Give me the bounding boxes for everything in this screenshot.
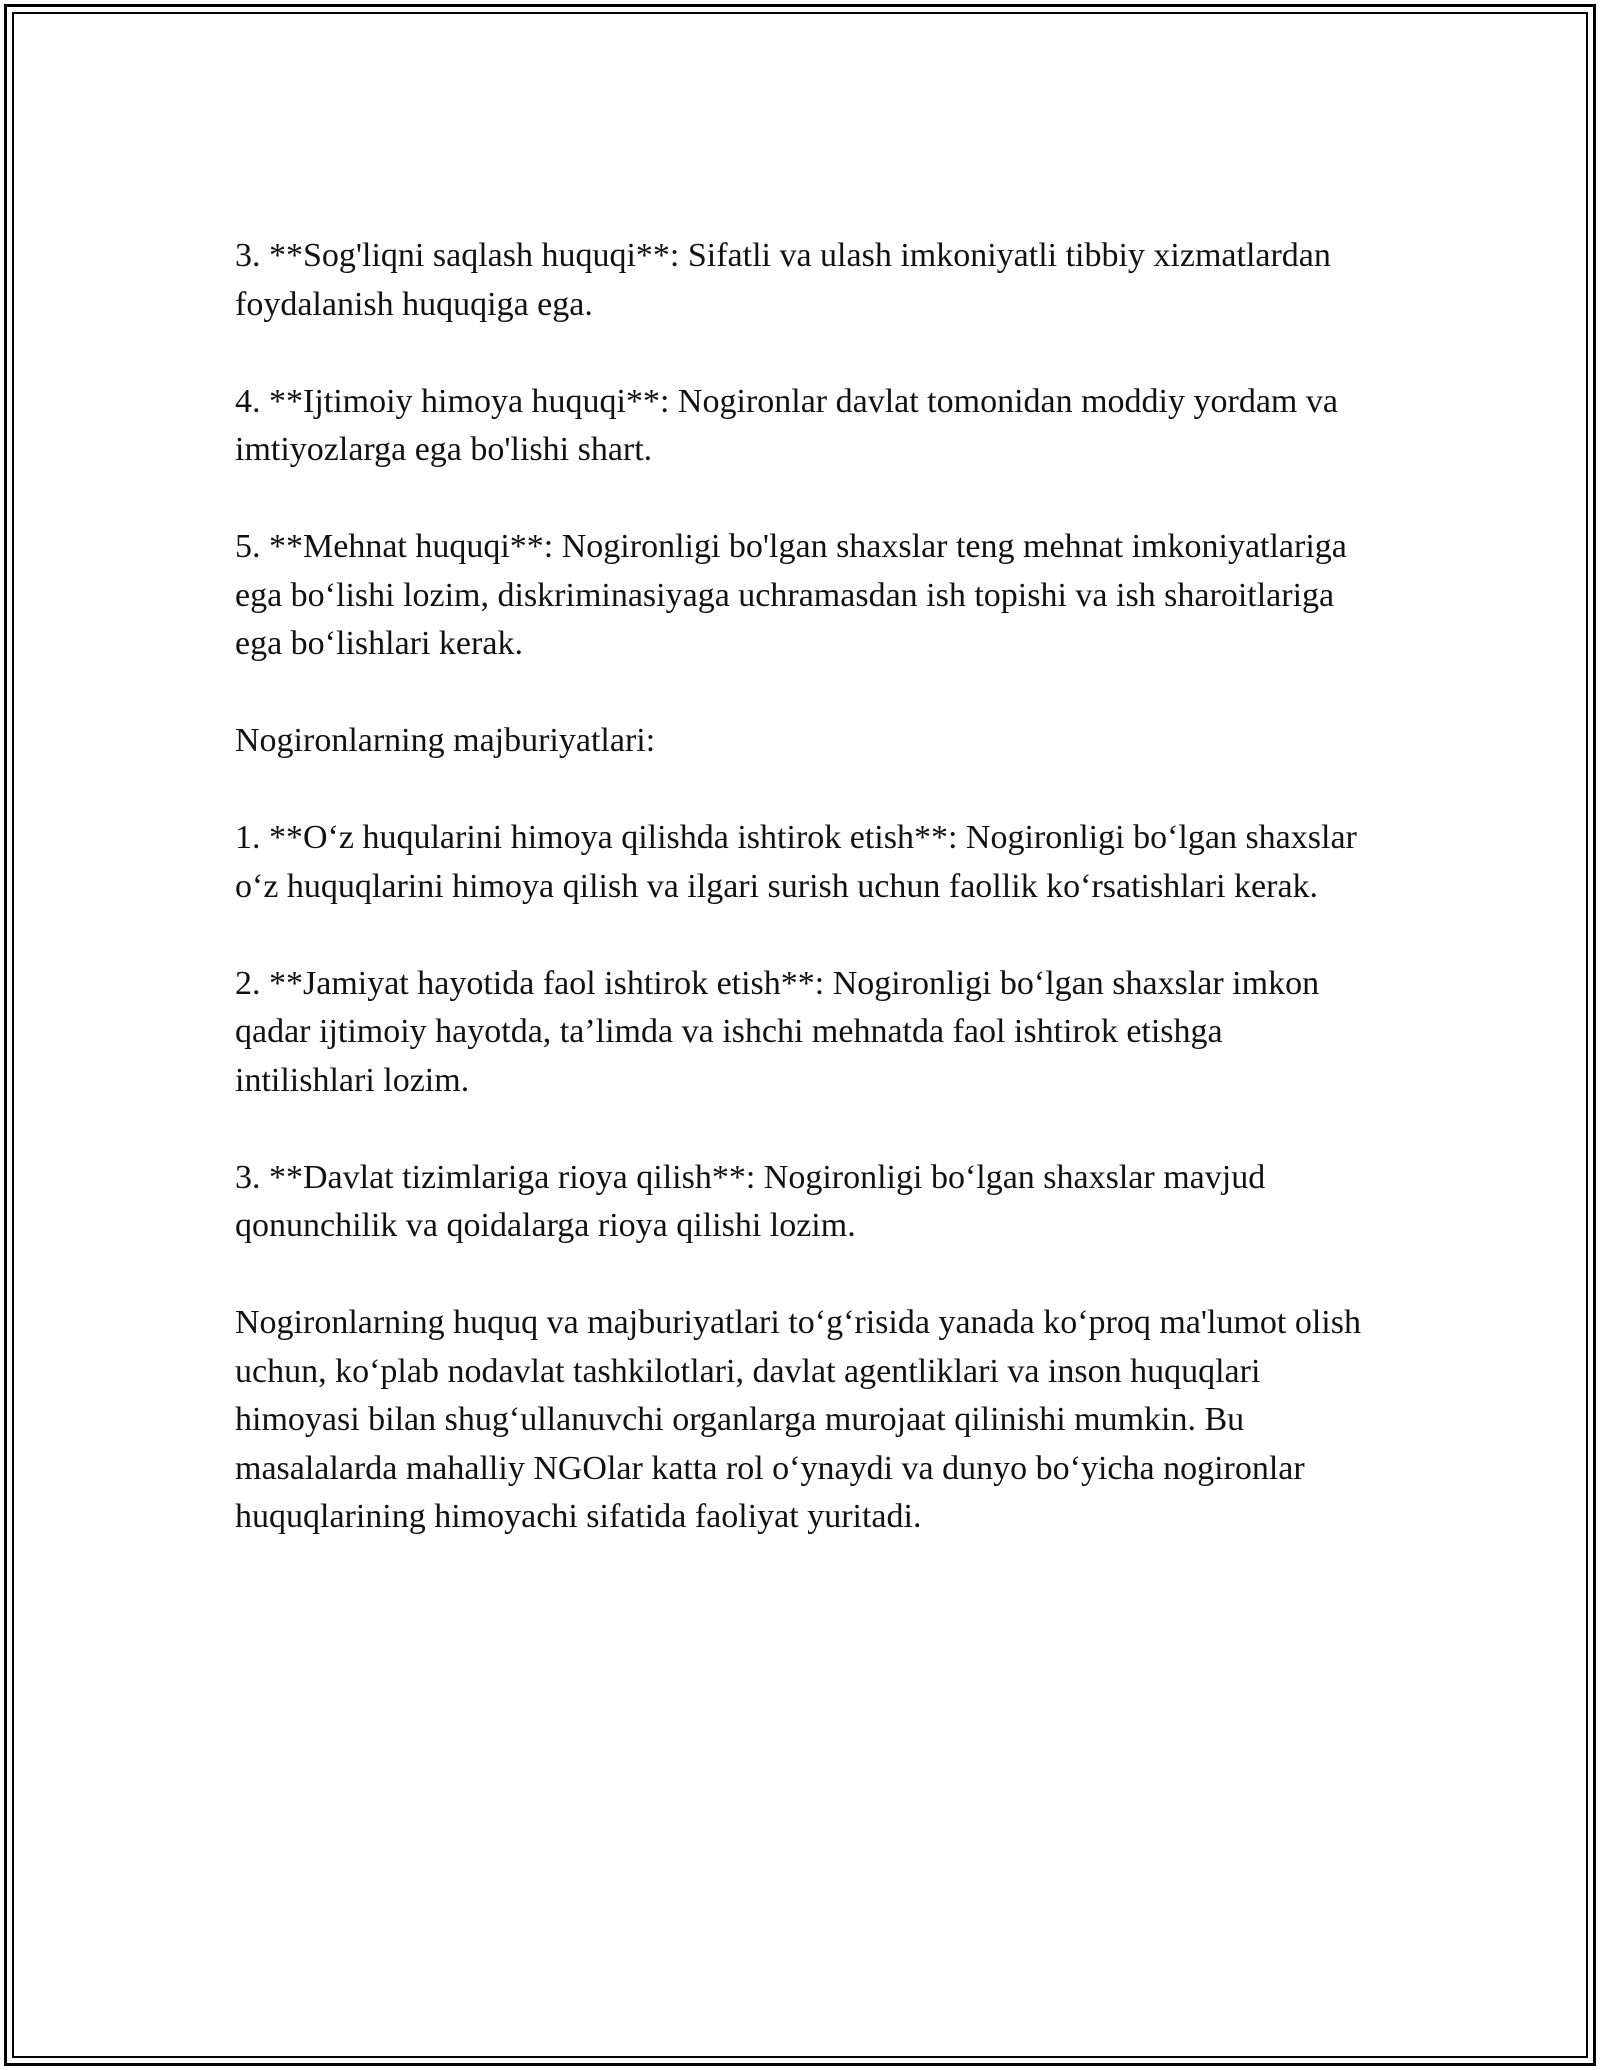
section-heading-obligations: Nogironlarning majburiyatlari:: [235, 722, 656, 759]
paragraph-obligation-social-participation: 2. **Jamiyat hayotida faol ishtirok etish**: Nogironligi bo‘lgan shaxslar imkon qadar ijtimoiy hayotda, ta’limda va ishchi mehnatda faol ishtirok etishga intilishlari lozim.: [235, 964, 1320, 1099]
document-body: [235, 232, 1365, 1542]
paragraph-obligation-law-compliance: 3. **Davlat tizimlariga rioya qilish**: Nogironligi bo‘lgan shaxslar mavjud qonunchilik va qoidalarga rioya qilishi lozim.: [235, 1158, 1266, 1244]
paragraph-labor-right: 5. **Mehnat huquqi**: Nogironligi bo'lgan shaxslar teng mehnat imkoniyatlariga ega bo‘lishi lozim, diskriminasiyaga uchramasdan ish topishi va ish sharoitlariga ega bo‘lishlari kerak.: [235, 528, 1347, 662]
paragraph-conclusion: Nogironlarning huquq va majburiyatlari to‘g‘risida yanada ko‘proq ma'lumot olish uchun, ko‘plab nodavlat tashkilotlari, davlat agentliklari va inson huquqlari himoyasi bilan shug‘ullanuvchi organlarga murojaat qilinishi mumkin. Bu masalalarda mahalliy NGOlar katta rol o‘ynaydi va dunyo bo‘yicha nogironlar huquqlarining himoyachi sifatida faoliyat yuritadi.: [235, 1304, 1361, 1535]
paragraph-health-right: 3. **Sog'liqni saqlash huquqi**: Sifatli va ulash imkoniyatli tibbiy xizmatlardan foydalanish huquqiga ega.: [235, 237, 1331, 323]
paragraph-social-protection-right: 4. **Ijtimoiy himoya huquqi**: Nogironlar davlat tomonidan moddiy yordam va imtiyozlarga ega bo'lishi shart.: [235, 382, 1338, 468]
paragraph-obligation-self-advocacy: 1. **O‘z huqularini himoya qilishda ishtirok etish**: Nogironligi bo‘lgan shaxslar o‘z huquqlarini himoya qilish va ilgari surish uchun faollik ko‘rsatishlari kerak.: [235, 819, 1357, 905]
